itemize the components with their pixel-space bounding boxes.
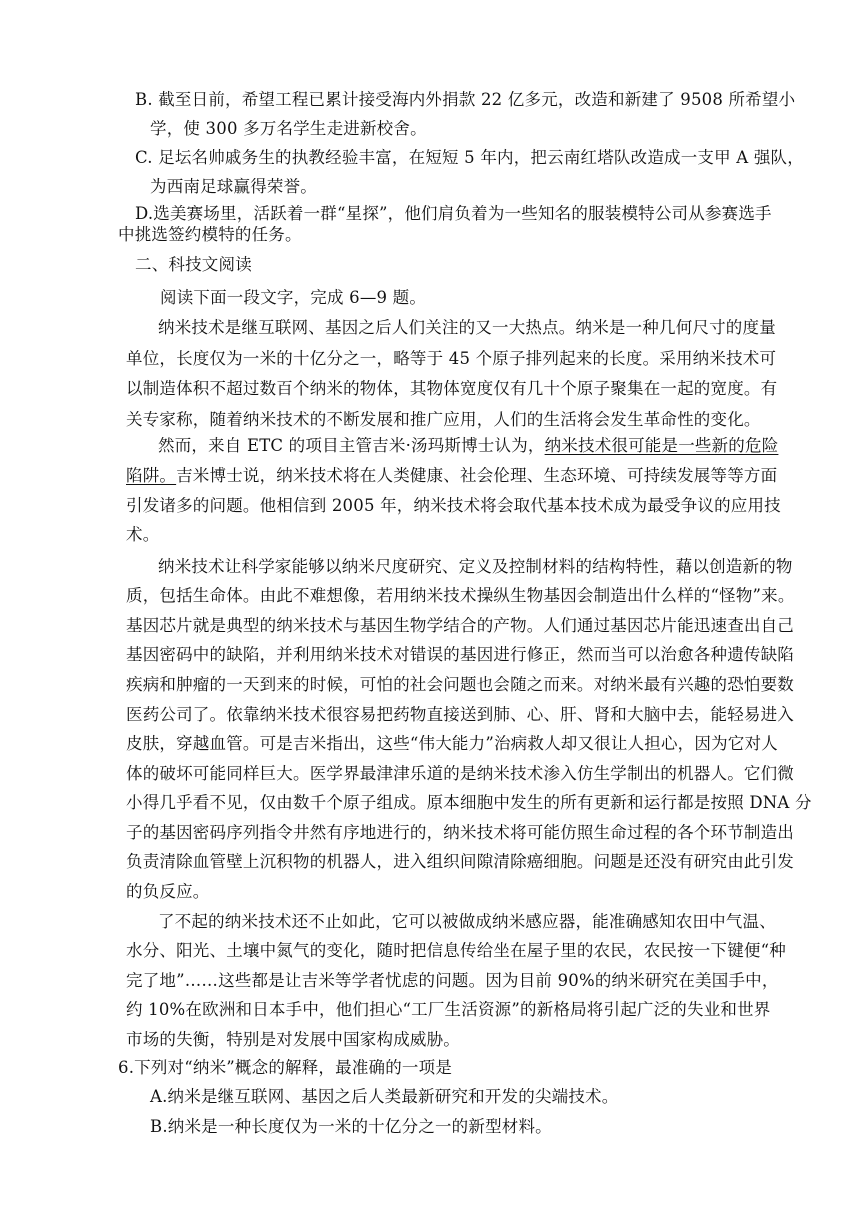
para1-line: 以制造体积不超过数百个纳米的物体，其物体宽度仅有几十个原子聚集在一起的宽度。有 (126, 379, 778, 398)
option-b-line1: B. 截至日前，希望工程已累计接受海内外捐款 22 亿多元，改造和新建了 9508 所希望小 (135, 90, 796, 109)
para3-line: 负责清除血管壁上沉积物的机器人，进入组织间隙清除癌细胞。问题是还没有研究由此引发 (126, 852, 794, 871)
para3-line: 疾病和肿瘤的一天到来的时候，可怕的社会问题也会随之而来。对纳米最有兴趣的恐怕要数 (126, 675, 794, 694)
para3-line: 纳米技术让科学家能够以纳米尺度研究、定义及控制材料的结构特性，藉以创造新的物 (158, 557, 793, 576)
para4-line: 水分、阳光、土壤中氮气的变化，随时把信息传给坐在屋子里的农民，农民按一下键便“种 (126, 941, 786, 960)
para3-line: 基因密码中的缺陷，并利用纳米技术对错误的基因进行修正，然而当可以治愈各种遗传缺陷 (126, 645, 794, 664)
para3-line: 体的破坏可能同样巨大。医学界最津津乐道的是纳米技术渗入仿生学制出的机器人。它们微 (126, 764, 794, 783)
question6-option-a: A.纳米是继互联网、基因之后人类最新研究和开发的尖端技术。 (150, 1087, 619, 1106)
section-heading: 二、科技文阅读 (135, 255, 252, 274)
para4-line: 约 10%在欧洲和日本手中，他们担心“工厂生活资源”的新格局将引起广泛的失业和世界 (126, 1000, 771, 1019)
instruction: 阅读下面一段文字，完成 6—9 题。 (160, 288, 427, 307)
option-d-line1: D.选美赛场里，活跃着一群“星探”，他们肩负着为一些知名的服装模特公司从参赛选手 (135, 204, 772, 223)
para2-underlined-claim: 纳米技术很可能是一些新的危险 (544, 436, 779, 455)
option-c-line2: 为西南足球赢得荣誉。 (150, 177, 317, 196)
option-c-line1: C. 足坛名帅戚务生的执教经验丰富，在短短 5 年内，把云南红塔队改造成一支甲 A 强队， (135, 148, 804, 167)
para2-line3: 引发诸多的问题。他相信到 2005 年，纳米技术将会取代基本技术成为最受争议的应用技 (126, 496, 781, 515)
para1-line: 关专家称，随着纳米技术的不断发展和推广应用，人们的生活将会发生革命性的变化。 (126, 410, 761, 429)
para3-line: 的负反应。 (126, 882, 210, 901)
para2-line1 (158, 436, 778, 456)
option-b-line2: 学，使 300 多万名学生走进新校舍。 (150, 119, 427, 138)
para3-line: 医药公司了。依靠纳米技术很容易把药物直接送到肺、心、肝、肾和大脑中去，能轻易进入 (126, 705, 794, 724)
para2-line4: 术。 (126, 525, 160, 544)
para4-line: 完了地”……这些都是让吉米等学者忧虑的问题。因为目前 90%的纳米研究在美国手中， (126, 971, 779, 990)
para1-line: 纳米技术是继互联网、基因之后人们关注的又一大热点。纳米是一种几何尺寸的度量 (158, 318, 776, 337)
para2-line2 (126, 466, 777, 486)
para2-line2-post: 吉米博士说，纳米技术将在人类健康、社会伦理、生态环境、可持续发展等等方面 (176, 466, 778, 485)
para1-line: 单位，长度仅为一米的十亿分之一，略等于 45 个原子排列起来的长度。采用纳米技术可 (126, 349, 777, 368)
para4-line: 了不起的纳米技术还不止如此，它可以被做成纳米感应器，能准确感知农田中气温、 (158, 912, 776, 931)
option-d-line2: 中挑选签约模特的任务。 (118, 225, 302, 244)
para3-line: 质，包括生命体。由此不难想像，若用纳米技术操纵生物基因会制造出什么样的“怪物”来。 (126, 586, 795, 605)
para3-line: 皮肤，穿越血管。可是吉米指出，这些“伟大能力”治病救人却又很让人担心，因为它对人 (126, 734, 778, 753)
para3-line: 基因芯片就是典型的纳米技术与基因生物学结合的产物。人们通过基因芯片能迅速查出自己 (126, 616, 794, 635)
question6-option-b: B.纳米是一种长度仅为一米的十亿分之一的新型材料。 (150, 1117, 552, 1136)
question6-stem: 6.下列对“纳米”概念的解释，最准确的一项是 (118, 1058, 453, 1077)
para3-line: 小得几乎看不见，仅由数千个原子组成。原本细胞中发生的所有更新和运行都是按照 DNA 分 (126, 793, 812, 812)
para2-underlined-claim-end: 陷阱。 (126, 466, 177, 485)
para2-line1-pre: 然而，来自 ETC 的项目主管吉米·汤玛斯博士认为， (158, 436, 545, 455)
para4-line: 市场的失衡，特别是对发展中国家构成威胁。 (126, 1030, 460, 1049)
para3-line: 子的基因密码序列指令井然有序地进行的，纳米技术将可能仿照生命过程的各个环节制造出 (126, 823, 794, 842)
